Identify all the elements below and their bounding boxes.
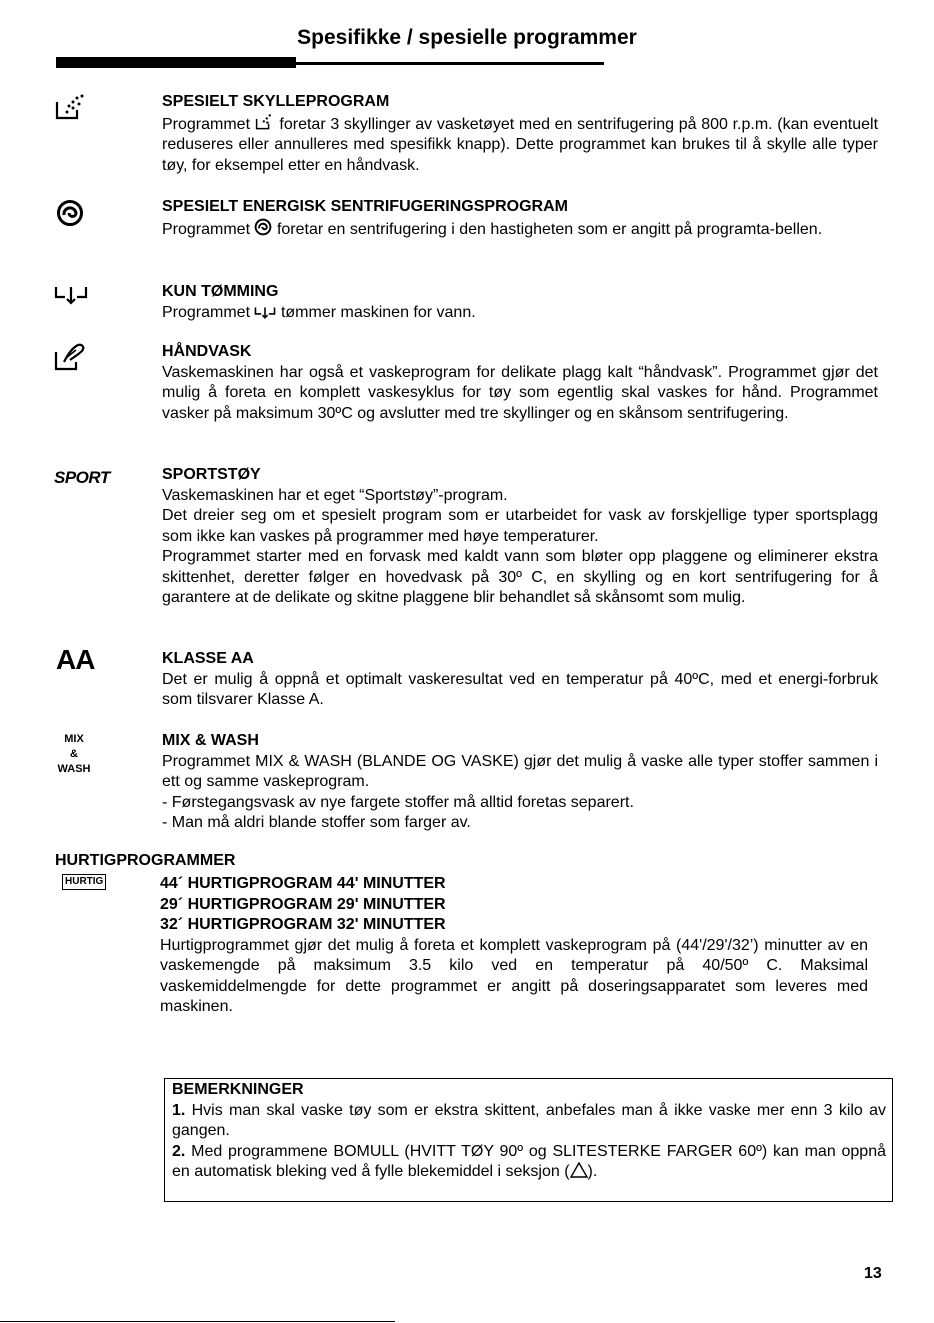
section-rinse xyxy=(162,92,878,176)
sport-line-2: Det dreier seg om et spesielt program som er utarbeidet for vask av forskjellige typer sportsplagg som ikke kan vaskes på programmer med høye temperaturer. xyxy=(162,507,878,545)
note-1-text: Hvis man skal vaske tøy som er ekstra skittent, anbefales man å ikke vaske mer enn 3 kilo av gangen. xyxy=(172,1101,886,1139)
drain-heading: KUN TØMMING xyxy=(162,283,279,300)
mix-icon-line-2: & xyxy=(70,748,78,760)
sport-icon: SPORT xyxy=(54,468,110,487)
section-drain xyxy=(162,282,878,323)
spin-inline-icon xyxy=(254,218,272,236)
note-1-num: 1. xyxy=(172,1101,186,1119)
quick-body: Hurtigprogrammet gjør det mulig å foreta et komplett vaskeprogram på (44'/29'/32’) minutter av en vaskemengde på maksimum 3.5 kilo ved en temperatur på 40/50º C. Maksimal vaskemiddelmengde for dette programmet er angitt på doseringsapparatet som leveres med maskinen. xyxy=(160,936,868,1015)
notes-box xyxy=(164,1078,893,1202)
drain-inline-icon xyxy=(254,305,276,319)
mix-line-2: - Førstegangsvask av nye fargete stoffer må alltid foretas separert. xyxy=(162,793,634,811)
note-2-num: 2. xyxy=(172,1142,186,1160)
section-mix-wash xyxy=(162,731,878,834)
spin-icon xyxy=(56,199,84,227)
note-2 xyxy=(172,1142,886,1183)
spin-pre: Programmet xyxy=(162,220,251,238)
class-aa-body: Det er mulig å oppnå et optimalt vaskeresultat ved en temperatur på 40ºC, med et energi-forbruk som tilsvarer Klasse A. xyxy=(162,670,878,708)
note-2-text: Med programmene BOMULL (HVITT TØY 90º og SLITESTERKE FARGER 60º) kan man oppnå en automatisk bleking ved å fylle blekemiddel i seksjon ( xyxy=(172,1142,886,1180)
section-class-aa xyxy=(162,649,878,711)
notes-heading: BEMERKNINGER xyxy=(172,1081,304,1098)
handwash-icon xyxy=(54,340,88,372)
page-number: 13 xyxy=(864,1265,882,1282)
rinse-inline-icon xyxy=(255,113,275,131)
handwash-heading: HÅNDVASK xyxy=(162,343,252,360)
quick-badge-icon: HURTIG xyxy=(62,874,106,890)
drain-body: tømmer maskinen for vann. xyxy=(280,303,476,321)
section-sport xyxy=(162,465,878,609)
page-title: Spesifikke / spesielle programmer xyxy=(297,26,637,49)
note-2-close: ). xyxy=(587,1163,598,1180)
spin-heading: SPESIELT ENERGISK SENTRIFUGERINGSPROGRAM xyxy=(162,198,568,215)
mix-icon-line-3: WASH xyxy=(57,763,91,775)
quick-programs-heading: HURTIGPROGRAMMER xyxy=(55,852,236,869)
drain-pre: Programmet xyxy=(162,303,251,321)
section-quick xyxy=(160,874,868,1018)
footer-rule xyxy=(0,1321,395,1322)
quick-title-29: 29´ HURTIGPROGRAM 29' MINUTTER xyxy=(160,895,446,913)
rinse-icon xyxy=(55,92,87,122)
section-handwash xyxy=(162,342,878,424)
title-rule-thick xyxy=(56,57,296,68)
handwash-body: Vaskemaskinen har også et vaskeprogram for delikate plagg kalt “håndvask”. Programmet gjør det mulig å foreta en komplett vaskesyklus for tøy som egentlig skal vaskes for hånd. Programmet vasker på maksimum 30ºC og avslutter med tre skyllinger og en skånsom sentrifugering. xyxy=(162,363,878,422)
class-aa-icon: AA xyxy=(56,644,95,675)
title-rule-thin xyxy=(296,62,604,65)
mix-line-1: Programmet MIX & WASH (BLANDE OG VASKE) gjør det mulig å vaske alle typer stoffer sammen i ett og samme vaskeprogram. xyxy=(162,752,878,790)
section-spin xyxy=(162,197,878,240)
note-1 xyxy=(172,1101,886,1142)
bleach-triangle-icon xyxy=(570,1162,588,1178)
rinse-heading: SPESIELT SKYLLEPROGRAM xyxy=(162,93,390,110)
spin-body: foretar en sentrifugering i den hastigheten som er angitt på programta-bellen. xyxy=(276,220,823,238)
rinse-pre: Programmet xyxy=(162,115,251,133)
rinse-body: foretar 3 skyllinger av vasketøyet med en sentrifugering på 800 r.p.m. (kan eventuelt reduseres eller annulleres med spesifikk knapp). Dette programmet kan brukes til å skylle alle typer tøy, for eksempel etter en håndvask. xyxy=(162,115,879,174)
quick-title-32: 32´ HURTIGPROGRAM 32' MINUTTER xyxy=(160,916,446,933)
mix-wash-icon xyxy=(54,732,94,777)
sport-heading: SPORTSTØY xyxy=(162,466,261,483)
mix-icon-line-1: MIX xyxy=(64,733,84,745)
drain-icon xyxy=(54,283,88,305)
class-aa-heading: KLASSE AA xyxy=(162,650,254,667)
mix-line-3: - Man må aldri blande stoffer som farger av. xyxy=(162,814,471,831)
quick-title-44: 44´ HURTIGPROGRAM 44' MINUTTER xyxy=(160,875,446,892)
sport-line-3: Programmet starter med en forvask med kaldt vann som bløter opp plaggene og eliminerer ekstra skittenhet, deretter følger en hovedvask på 30º C, en skylling og en kort sentrifugering for å garantere at de delikate og skitne plaggene blir behandlet så skånsomt som mulig. xyxy=(162,548,878,606)
sport-line-1: Vaskemaskinen har et eget “Sportstøy”-program. xyxy=(162,486,508,504)
mix-heading: MIX & WASH xyxy=(162,732,259,749)
